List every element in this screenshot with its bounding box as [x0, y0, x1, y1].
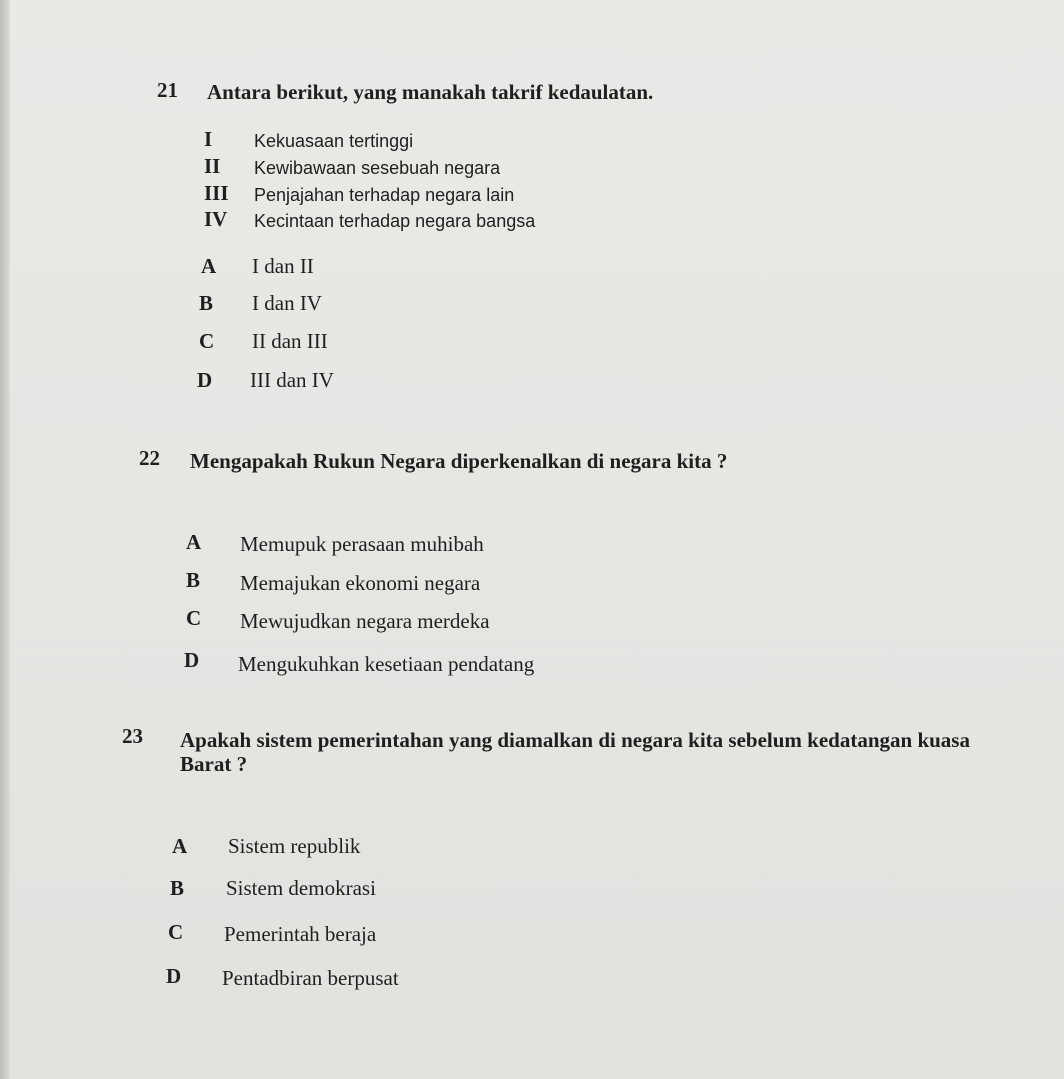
statement-roman: II — [204, 154, 221, 178]
option-text: Mewujudkan negara merdeka — [240, 609, 490, 633]
statement-text: Kekuasaan tertinggi — [254, 131, 414, 151]
statement-roman: III — [204, 181, 229, 205]
option-text: Sistem demokrasi — [226, 876, 376, 900]
option-text: Pemerintah beraja — [224, 922, 377, 946]
question-number: 21 — [157, 78, 178, 102]
option-text: I dan II — [252, 254, 314, 278]
statement-text: Kewibawaan sesebuah negara — [254, 158, 501, 178]
question-number: 23 — [122, 724, 143, 748]
option-key: B — [170, 876, 185, 900]
option-text: Sistem republik — [228, 834, 361, 858]
statement-roman: I — [204, 127, 213, 151]
page-edge-shadow — [0, 0, 10, 1079]
option-key: A — [172, 834, 188, 858]
option-key: D — [197, 368, 213, 392]
option-text: Memupuk perasaan muhibah — [240, 532, 484, 556]
question-text: Apakah sistem pemerintahan yang diamalkan di negara kita sebelum kedatangan kuasa — [180, 728, 970, 752]
statement-roman: IV — [204, 207, 228, 231]
option-key: D — [184, 648, 200, 672]
option-key: B — [199, 291, 214, 315]
question-text: Antara berikut, yang manakah takrif kedaulatan. — [207, 80, 654, 104]
option-text: Memajukan ekonomi negara — [240, 571, 481, 595]
option-key: D — [166, 964, 182, 988]
option-text: I dan IV — [252, 291, 322, 315]
option-key: A — [201, 254, 217, 278]
option-key: C — [168, 920, 184, 944]
option-text: III dan IV — [250, 368, 334, 392]
option-text: Pentadbiran berpusat — [222, 966, 399, 990]
option-key: C — [186, 606, 202, 630]
option-key: B — [186, 568, 201, 592]
question-number: 22 — [139, 446, 160, 470]
statement-text: Penjajahan terhadap negara lain — [254, 185, 515, 205]
statement-text: Kecintaan terhadap negara bangsa — [254, 211, 536, 231]
option-text: II dan III — [252, 329, 328, 353]
option-text: Mengukuhkan kesetiaan pendatang — [238, 652, 535, 676]
question-text-continued: Barat ? — [180, 752, 248, 776]
question-text: Mengapakah Rukun Negara diperkenalkan di negara kita ? — [190, 449, 728, 473]
option-key: A — [186, 530, 202, 554]
option-key: C — [199, 329, 215, 353]
